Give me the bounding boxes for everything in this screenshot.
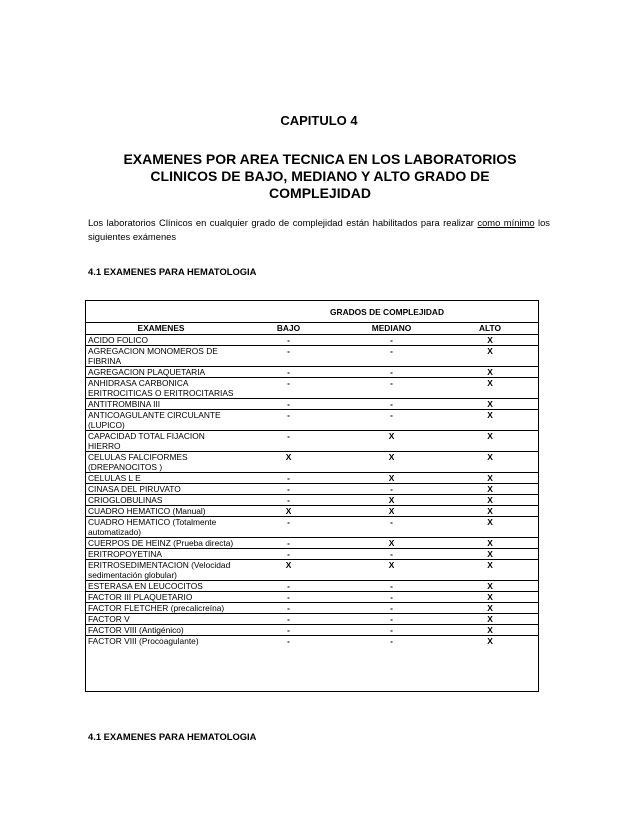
mediano-cell: X: [341, 431, 442, 452]
intro-suffix: los siguientes exámenes: [88, 217, 550, 242]
table-row: [86, 538, 538, 549]
column-header-examenes: EXAMENES: [86, 323, 236, 335]
exam-name-cell: CRIOGLOBULINAS: [86, 495, 236, 506]
alto-cell: X: [442, 410, 538, 431]
exams-table: [85, 300, 539, 692]
bajo-cell: -: [236, 549, 341, 560]
bajo-cell: X: [236, 506, 341, 517]
alto-cell: X: [442, 603, 538, 614]
column-header-alto: ALTO: [442, 323, 538, 335]
alto-cell: X: [442, 495, 538, 506]
column-header-mediano: MEDIANO: [341, 323, 442, 335]
bajo-cell: -: [236, 592, 341, 603]
bajo-cell: -: [236, 335, 341, 346]
alto-cell: X: [442, 431, 538, 452]
exam-name-cell: CUADRO HEMATICO (Totalmente automatizado): [86, 517, 236, 538]
exam-name-cell: FACTOR III PLAQUETARIO: [86, 592, 236, 603]
alto-cell: X: [442, 399, 538, 410]
mediano-cell: X: [341, 495, 442, 506]
bajo-cell: -: [236, 495, 341, 506]
bajo-cell: -: [236, 614, 341, 625]
mediano-cell: -: [341, 614, 442, 625]
document-title: [100, 151, 540, 202]
intro-text: Los laboratorios Clínicos en cualquier grado de complejidad están habilitados para realizar: [88, 217, 478, 228]
table-row: [86, 495, 538, 506]
table-row: [86, 452, 538, 473]
alto-cell: X: [442, 549, 538, 560]
exam-name-cell: ANHIDRASA CARBONICA ERITROCITICAS O ERITROCITARIAS: [86, 378, 236, 399]
alto-cell: X: [442, 517, 538, 538]
table-row: [86, 603, 538, 614]
alto-cell: X: [442, 636, 538, 647]
exam-name-cell: CUERPOS DE HEINZ (Prueba directa): [86, 538, 236, 549]
bajo-cell: -: [236, 484, 341, 495]
intro-underlined: como mínimo: [477, 217, 535, 228]
alto-cell: X: [442, 367, 538, 378]
table-row: [86, 431, 538, 452]
table-row: [86, 335, 538, 346]
mediano-cell: -: [341, 549, 442, 560]
section-heading: 4.1 EXAMENES PARA HEMATOLOGIA: [88, 266, 257, 277]
table-row: [86, 560, 538, 581]
table-row: [86, 367, 538, 378]
mediano-cell: -: [341, 399, 442, 410]
exam-name-cell: ERITROSEDIMENTACION (Velocidad sedimentación globular): [86, 560, 236, 581]
title-line: CLINICOS DE BAJO, MEDIANO Y ALTO GRADO DE: [150, 168, 490, 184]
alto-cell: X: [442, 625, 538, 636]
exam-name-cell: ERITROPOYETINA: [86, 549, 236, 560]
exam-name-cell: CUADRO HEMATICO (Manual): [86, 506, 236, 517]
exam-name-cell: FACTOR V: [86, 614, 236, 625]
exam-name-cell: ACIDO FOLICO: [86, 335, 236, 346]
mediano-cell: -: [341, 367, 442, 378]
mediano-cell: X: [341, 560, 442, 581]
table-row: [86, 636, 538, 647]
mediano-cell: -: [341, 335, 442, 346]
section-heading: 4.1 EXAMENES PARA HEMATOLOGIA: [88, 731, 257, 742]
exam-name-cell: FACTOR FLETCHER (precalicreína): [86, 603, 236, 614]
chapter-heading: CAPITULO 4: [280, 113, 358, 128]
alto-cell: X: [442, 484, 538, 495]
group-header-blank: [86, 301, 236, 323]
bajo-cell: X: [236, 560, 341, 581]
exam-name-cell: CELULAS L E: [86, 473, 236, 484]
mediano-cell: X: [341, 452, 442, 473]
bajo-cell: -: [236, 625, 341, 636]
alto-cell: X: [442, 560, 538, 581]
bajo-cell: -: [236, 538, 341, 549]
table-row: [86, 378, 538, 399]
mediano-cell: -: [341, 603, 442, 614]
bajo-cell: -: [236, 581, 341, 592]
bajo-cell: -: [236, 367, 341, 378]
alto-cell: X: [442, 473, 538, 484]
mediano-cell: -: [341, 484, 442, 495]
table-row: [86, 549, 538, 560]
exam-name-cell: ESTERASA EN LEUCOCITOS: [86, 581, 236, 592]
exam-name-cell: ANTITROMBINA III: [86, 399, 236, 410]
group-header-row: [86, 301, 538, 323]
alto-cell: X: [442, 378, 538, 399]
intro-paragraph: [88, 216, 550, 244]
column-header-bajo: BAJO: [236, 323, 341, 335]
alto-cell: X: [442, 346, 538, 367]
title-line: EXAMENES POR AREA TECNICA EN LOS LABORATORIOS: [123, 151, 517, 167]
mediano-cell: X: [341, 473, 442, 484]
bajo-cell: -: [236, 473, 341, 484]
mediano-cell: X: [341, 538, 442, 549]
alto-cell: X: [442, 335, 538, 346]
mediano-cell: -: [341, 581, 442, 592]
title-line: COMPLEJIDAD: [269, 185, 371, 201]
exam-name-cell: CELULAS FALCIFORMES (DREPANOCITOS ): [86, 452, 236, 473]
mediano-cell: X: [341, 506, 442, 517]
exam-name-cell: AGREGACION MONOMEROS DE FIBRINA: [86, 346, 236, 367]
mediano-cell: -: [341, 625, 442, 636]
table-row: [86, 581, 538, 592]
column-header-row: [86, 323, 538, 335]
alto-cell: X: [442, 614, 538, 625]
table-row: [86, 614, 538, 625]
alto-cell: X: [442, 581, 538, 592]
bajo-cell: -: [236, 603, 341, 614]
mediano-cell: -: [341, 410, 442, 431]
table-row: [86, 346, 538, 367]
mediano-cell: -: [341, 592, 442, 603]
bajo-cell: -: [236, 399, 341, 410]
alto-cell: X: [442, 506, 538, 517]
bajo-cell: -: [236, 378, 341, 399]
mediano-cell: -: [341, 636, 442, 647]
exam-name-cell: AGREGACION PLAQUETARIA: [86, 367, 236, 378]
exam-name-cell: FACTOR VIII (Antigénico): [86, 625, 236, 636]
exam-name-cell: FACTOR VIII (Procoagulante): [86, 636, 236, 647]
bajo-cell: -: [236, 431, 341, 452]
table-row: [86, 592, 538, 603]
bajo-cell: X: [236, 452, 341, 473]
table-row: [86, 473, 538, 484]
bajo-cell: -: [236, 410, 341, 431]
bajo-cell: -: [236, 346, 341, 367]
alto-cell: X: [442, 452, 538, 473]
bajo-cell: -: [236, 636, 341, 647]
table-row: [86, 506, 538, 517]
exam-name-cell: ANTICOAGULANTE CIRCULANTE (LUPICO): [86, 410, 236, 431]
table-row: [86, 517, 538, 538]
table-row: [86, 410, 538, 431]
table-row: [86, 484, 538, 495]
table-row: [86, 399, 538, 410]
alto-cell: X: [442, 592, 538, 603]
mediano-cell: -: [341, 517, 442, 538]
exams-table-grid: [86, 301, 538, 646]
table-row: [86, 625, 538, 636]
exam-name-cell: CINASA DEL PIRUVATO: [86, 484, 236, 495]
mediano-cell: -: [341, 378, 442, 399]
exam-name-cell: CAPACIDAD TOTAL FIJACION HIERRO: [86, 431, 236, 452]
mediano-cell: -: [341, 346, 442, 367]
bajo-cell: -: [236, 517, 341, 538]
group-header: GRADOS DE COMPLEJIDAD: [330, 306, 445, 317]
alto-cell: X: [442, 538, 538, 549]
